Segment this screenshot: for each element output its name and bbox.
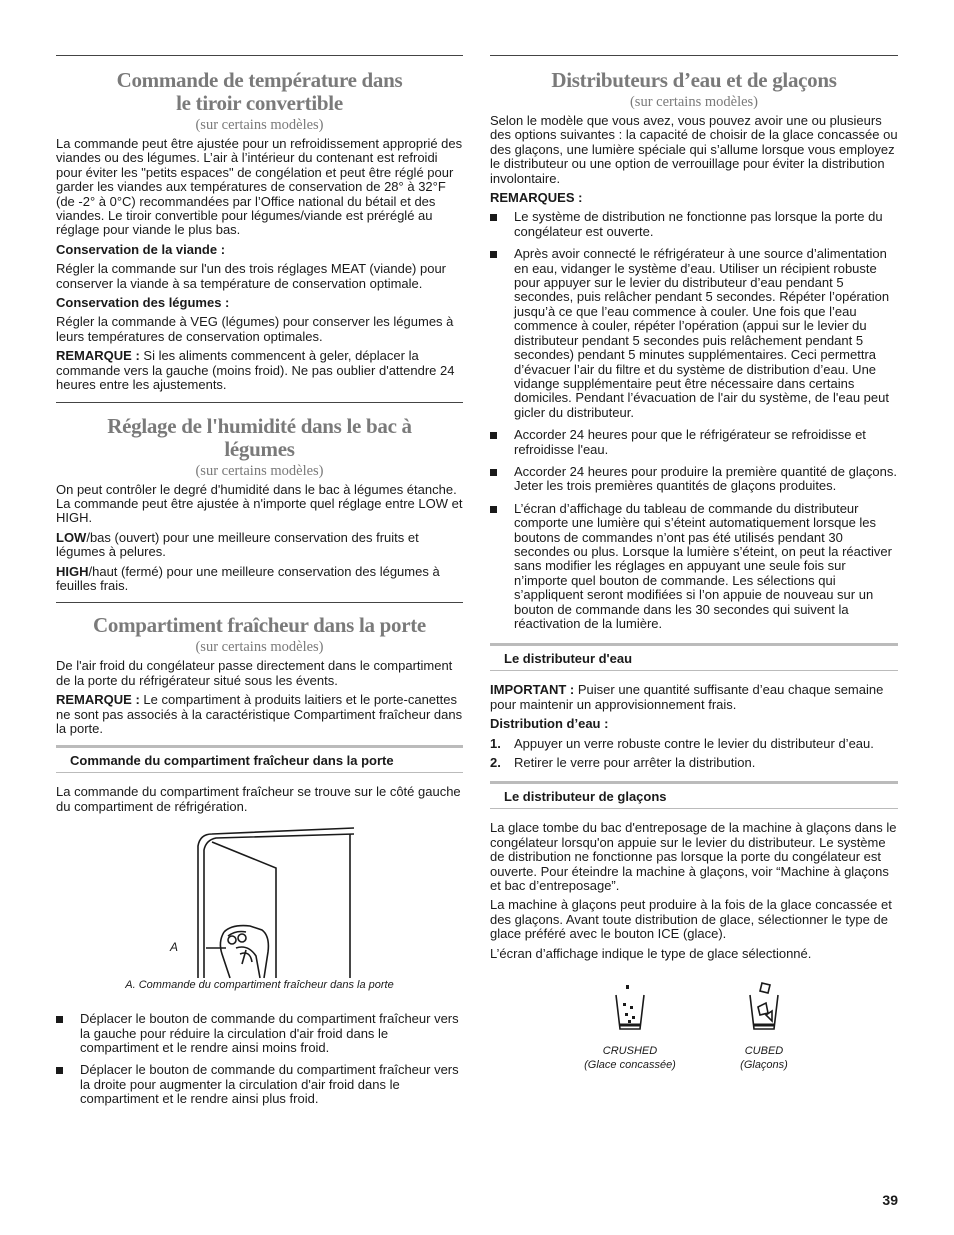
list-item-text: L’écran d’affichage du tableau de commande du distributeur comporte une lumière qui s’éteint automatiquement lorsque les boutons de commandes n’ont pas été utilisés pendant 30 secondes ou plus. Lorsque la lumière s’éteint, on peut la réactiver sans modifier les réglages en appuyant une seule fois sur n’importe quel bouton de commande. Les sélections qui s’appliquent seront modifiées si l’on appuie de nouveau sur un bouton de commande dans les 30 secondes qui suivent la réactivation de la lumière. bbox=[514, 500, 892, 631]
crushed-ice-indicator bbox=[570, 981, 690, 1072]
important-text: Puiser une quantité suffisante d’eau chaque semaine pour maintenir un approvisionnement frais. bbox=[490, 682, 884, 712]
door-compartment-illustration bbox=[56, 822, 463, 992]
bullet-square-icon bbox=[490, 506, 497, 513]
title-line: légumes bbox=[224, 436, 295, 461]
list-item bbox=[56, 1012, 463, 1055]
bullet-square-icon bbox=[490, 214, 497, 221]
note-text: Si les aliments commencent à geler, déplacer la commande vers la gauche (moins froid). Ne pas oublier d'attendre 24 heures entre les ajustements. bbox=[56, 348, 455, 393]
list-item bbox=[56, 1063, 463, 1106]
paragraph: La machine à glaçons peut produire à la fois de la glace concassée et des glaçons. Avant toute distribution de glace, sélectionner le type de glace préféré avec le bouton ICE (glace). bbox=[490, 897, 892, 942]
subsection-heading: Commande du compartiment fraîcheur dans la porte bbox=[56, 745, 463, 773]
left-column bbox=[56, 55, 463, 1115]
important-paragraph bbox=[490, 683, 898, 712]
cubed-ice-indicator bbox=[704, 981, 824, 1072]
numbered-list bbox=[490, 737, 898, 771]
right-column bbox=[490, 55, 898, 1081]
figure-caption: A. Commande du compartiment fraîcheur dans la porte bbox=[125, 979, 394, 992]
bullet-square-icon bbox=[490, 469, 497, 476]
step-number: 2. bbox=[490, 755, 501, 771]
paragraph: Selon le modèle que vous avez, vous pouvez avoir une ou plusieurs des options suivantes : la capacité de choisir de la glace concassée ou des glaçons, une lumière spéciale qui s’allume lorsque vous employez le distributeur ou une option de verrouillage pour éviter la distribution involontaire. bbox=[490, 113, 898, 186]
paragraph: La commande du compartiment fraîcheur se trouve sur le côté gauche du compartiment de réfrigération. bbox=[56, 784, 461, 814]
bullet-square-icon bbox=[490, 432, 497, 439]
list-item bbox=[490, 502, 898, 632]
subsection-heading-ice: Le distributeur de glaçons bbox=[490, 781, 898, 809]
bullet-square-icon bbox=[490, 251, 497, 258]
figure-label-a: A bbox=[170, 940, 179, 955]
bold-label: Distribution d’eau : bbox=[490, 716, 609, 732]
text: /haut (fermé) pour une meilleure conservation des légumes à feuilles frais. bbox=[56, 563, 440, 593]
note-paragraph bbox=[56, 693, 463, 736]
list-item-text: Déplacer le bouton de commande du compartiment fraîcheur vers la droite pour augmenter la circulation d'air froid dans le compartiment et le rendre ainsi plus froid. bbox=[80, 1062, 459, 1107]
paragraph: La commande peut être ajustée pour un refroidissement approprié des viandes ou des légumes. L’air à l’intérieur du contenant est refroidi pour éviter les "petits espaces" de congélation et peut être réglé pour garder les viandes aux températures de conservation de 28° à 32°F (de -2° à 0°C) recommandées par l’Office national du bétail et des viandes. Le tiroir convertible pour légumes/viande est préréglé au réglage pour viande le plus bas. bbox=[56, 136, 463, 238]
note-label: REMARQUE : bbox=[56, 692, 140, 708]
crushed-label: CRUSHED bbox=[602, 1045, 658, 1058]
list-item bbox=[490, 210, 898, 239]
title-line: Réglage de l'humidité dans le bac à bbox=[107, 413, 412, 438]
bullet-list bbox=[56, 1012, 463, 1106]
low-paragraph bbox=[56, 531, 463, 560]
list-item-text: Accorder 24 heures pour que le réfrigérateur se refroidisse et refroidisse l'eau. bbox=[514, 427, 866, 457]
ice-type-figure bbox=[490, 981, 898, 1081]
high-paragraph bbox=[56, 565, 463, 594]
figure-door-control bbox=[56, 822, 463, 992]
title-line: Commande de température dans bbox=[116, 68, 403, 92]
paragraph: La glace tombe du bac d'entreposage de la machine à glaçons dans le congélateur lorsqu'on appuie sur le levier du distributeur. Le système de distribution ne fonctionne pas lorsque la porte du congélateur est ouverte. Pour éteindre la machine à glaçons, voir “Machine à glaçons et bac d’entreposage”. bbox=[490, 820, 897, 894]
section-title-freshness: Compartiment fraîcheur dans la porte bbox=[93, 613, 426, 638]
important-label: IMPORTANT : bbox=[490, 682, 575, 698]
bold-label: REMARQUES : bbox=[490, 190, 583, 206]
cubed-label: CUBED bbox=[744, 1045, 784, 1058]
remarques-heading bbox=[490, 191, 898, 205]
list-item bbox=[490, 737, 898, 751]
paragraph: L’écran d’affichage indique le type de glace sélectionné. bbox=[490, 945, 812, 961]
list-item-text: Appuyer un verre robuste contre le levier du distributeur d’eau. bbox=[514, 735, 874, 751]
cubed-ice-icon bbox=[744, 981, 784, 1033]
bold-label: Conservation de la viande : bbox=[56, 241, 226, 257]
paragraph: On peut contrôler le degré d'humidité dans le bac à légumes étanche. La commande peut être ajustée à n'importe quel réglage entre LOW et HIGH. bbox=[56, 481, 463, 526]
section-title-dispensers: Distributeurs d’eau et de glaçons bbox=[551, 68, 837, 92]
bullet-square-icon bbox=[56, 1067, 63, 1074]
list-item bbox=[490, 756, 898, 770]
list-item-text: Retirer le verre pour arrêter la distribution. bbox=[514, 755, 756, 771]
section-subtitle: (sur certains modèles) bbox=[195, 117, 324, 133]
section-title-humidity bbox=[56, 415, 463, 461]
title-line: le tiroir convertible bbox=[176, 91, 343, 115]
distribution-heading bbox=[490, 717, 898, 731]
section-subtitle: (sur certains modèles) bbox=[629, 94, 759, 110]
crushed-ice-icon bbox=[610, 981, 650, 1033]
bullet-list bbox=[490, 210, 898, 631]
paragraph: Régler la commande à VEG (légumes) pour conserver les légumes à leurs températures de conservation optimales. bbox=[56, 314, 454, 344]
section-subtitle: (sur certains modèles) bbox=[195, 462, 324, 479]
bold-label: LOW bbox=[56, 529, 87, 545]
list-item-text: Le système de distribution ne fonctionne pas lorsque la porte du congélateur est ouverte. bbox=[514, 209, 883, 239]
bold-label: HIGH bbox=[56, 563, 89, 579]
list-item-text: Après avoir connecté le réfrigérateur à une source d’alimentation en eau, vidanger le système d’eau. Utiliser un récipient robuste pour appuyer sur le levier du distributeur d’eau pendant 5 secondes, puis relâcher pendant 5 secondes. Répéter l’opération jusqu’à ce que l’eau commence à couler. Une fois que l’eau commence à couler, répéter l’opération (appui sur le levier du distributeur pendant 5 secondes puis relâchement pendant 5 secondes) pendant 5 minutes supplémentaires. Ceci permettra d’évacuer l’air du filtre et du système de distribution d’eau. Une vidange supplémentaire peut être nécessaire dans certains domiciles. Pendant l’évacuation de l'air du système, de l'eau peut gicler du distributeur. bbox=[514, 246, 890, 420]
cubed-sublabel: (Glaçons) bbox=[740, 1059, 788, 1072]
step-number: 1. bbox=[490, 735, 501, 751]
section-title-temperature bbox=[56, 69, 463, 115]
note-paragraph bbox=[56, 349, 463, 392]
subheading-meat bbox=[56, 243, 463, 257]
subsection-heading-water: Le distributeur d'eau bbox=[490, 643, 898, 671]
list-item bbox=[490, 428, 898, 457]
list-item-text: Accorder 24 heures pour produire la première quantité de glaçons. Jeter les trois premières quantités de glaçons produites. bbox=[514, 463, 898, 494]
bullet-square-icon bbox=[56, 1016, 63, 1023]
section-subtitle: (sur certains modèles) bbox=[195, 639, 324, 656]
page-number: 39 bbox=[882, 1192, 898, 1208]
crushed-sublabel: (Glace concassée) bbox=[584, 1059, 676, 1072]
note-label: REMARQUE : bbox=[56, 348, 140, 364]
paragraph: De l'air froid du congélateur passe directement dans le compartiment de la porte du réfrigérateur situé sous les évents. bbox=[56, 658, 453, 688]
list-item-text: Déplacer le bouton de commande du compartiment fraîcheur vers la gauche pour réduire la circulation d'air froid dans le compartiment et le rendre ainsi moins froid. bbox=[80, 1011, 459, 1055]
paragraph: Régler la commande sur l'un des trois réglages MEAT (viande) pour conserver la viande à sa température de conservation optimale. bbox=[56, 261, 447, 291]
list-item bbox=[490, 465, 898, 494]
list-item bbox=[490, 247, 898, 420]
note-text: Le compartiment à produits laitiers et le porte-canettes ne sont pas associés à la caractéristique Compartiment fraîcheur dans la porte. bbox=[56, 692, 463, 736]
subheading-veg bbox=[56, 296, 463, 310]
bold-label: Conservation des légumes : bbox=[56, 295, 230, 311]
text: /bas (ouvert) pour une meilleure conservation des fruits et légumes à pelures. bbox=[56, 529, 419, 560]
